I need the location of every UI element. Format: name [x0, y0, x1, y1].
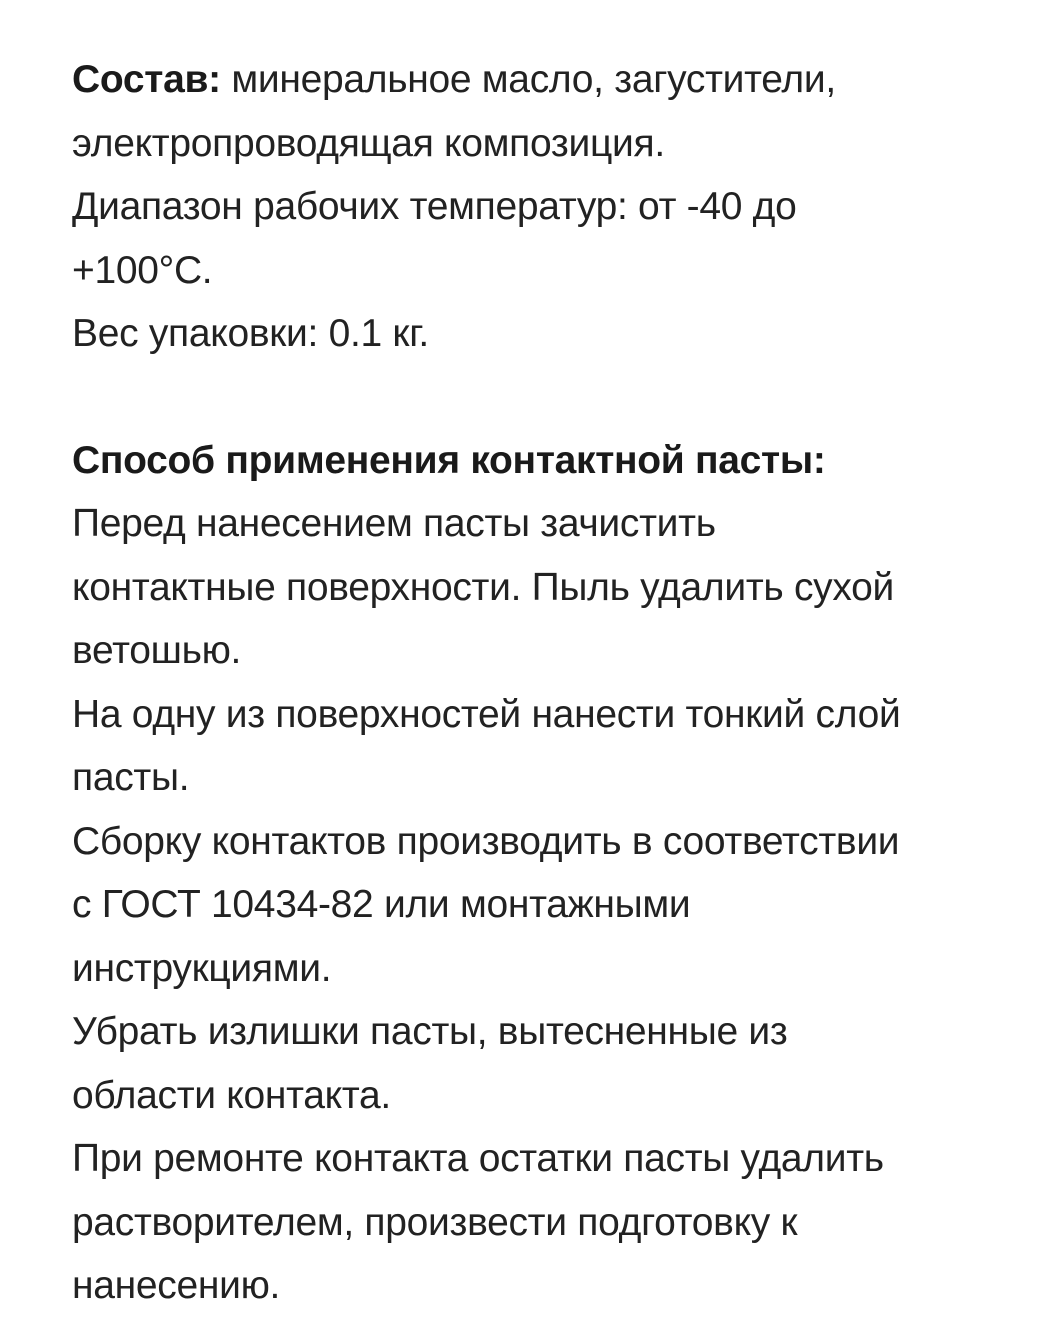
method-line: нанесению. — [72, 1264, 281, 1307]
method-line: контактные поверхности. Пыль удалить сухой — [72, 565, 894, 609]
temperature-line-2: +100°С. — [72, 248, 213, 292]
method-line: Убрать излишки пасты, вытесненные из — [72, 1010, 788, 1053]
method-line: области контакта. — [72, 1073, 391, 1117]
paragraph-spacer — [72, 366, 1032, 429]
temperature-line-1: Диапазон рабочих температур: от -40 до — [72, 185, 797, 228]
method-line: Перед нанесением пасты зачистить — [72, 502, 716, 545]
composition-line-2: электропроводящая композиция. — [72, 121, 665, 165]
method-line: На одну из поверхностей нанести тонкий слой — [72, 692, 901, 736]
method-line: При ремонте контакта остатки пасты удалить — [72, 1137, 884, 1180]
product-description — [72, 48, 1032, 1318]
composition-text: минеральное масло, загустители, — [220, 58, 836, 101]
method-line: растворителем, произвести подготовку к — [72, 1200, 798, 1244]
method-line: ветошью. — [72, 629, 242, 672]
composition-label: Состав: — [72, 58, 221, 101]
method-heading: Способ применения контактной пасты: — [72, 438, 826, 482]
composition-line-1 — [72, 48, 1032, 112]
package-weight: Вес упаковки: 0.1 кг. — [72, 312, 429, 355]
method-line: с ГОСТ 10434-82 или монтажными — [72, 883, 691, 926]
method-line: пасты. — [72, 756, 190, 799]
method-line: Сборку контактов производить в соответствии — [72, 819, 900, 863]
method-line: инструкциями. — [72, 946, 332, 990]
